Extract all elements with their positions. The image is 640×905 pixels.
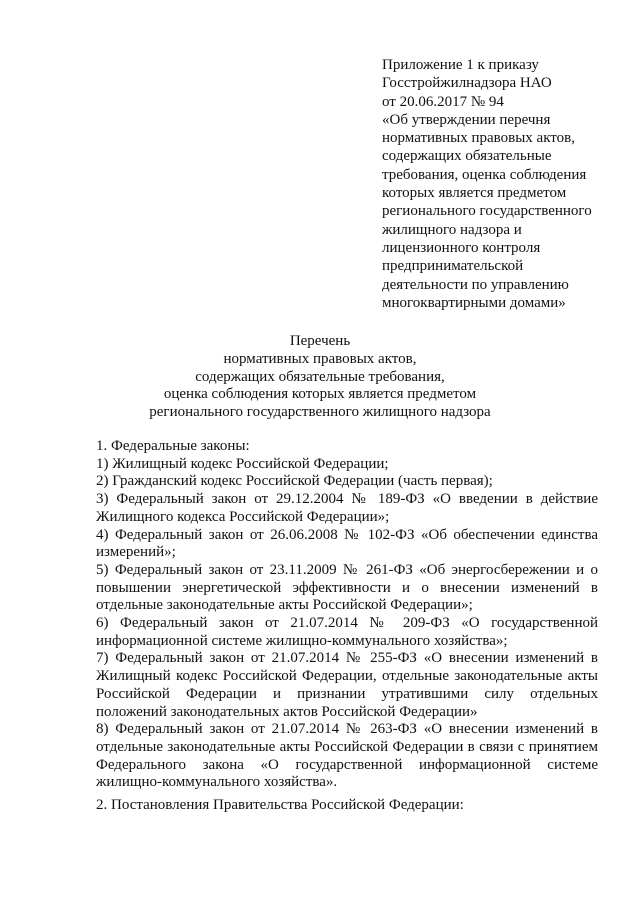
appendix-line: регионального государственного: [382, 203, 592, 220]
list-item: 5) Федеральный закон от 23.11.2009 № 261-ФЗ «Об энергосбережении и о: [96, 561, 598, 578]
appendix-line: от 20.06.2017 № 94: [382, 93, 504, 110]
appendix-line: лицензионного контроля: [382, 239, 541, 256]
list-item-continuation: положений законодательных актов Российской Федерации»: [96, 703, 478, 720]
title-line: Перечень: [289, 333, 351, 349]
section-heading-government-resolutions: 2. Постановления Правительства Российской Федерации:: [96, 797, 464, 813]
list-item: 4) Федеральный закон от 26.06.2008 № 102-ФЗ «Об обеспечении единства: [96, 526, 598, 543]
list-item: 7) Федеральный закон от 21.07.2014 № 255-ФЗ «О внесении изменений в: [96, 650, 598, 667]
appendix-line: требования, оценка соблюдения: [382, 166, 587, 183]
title-line: регионального государственного жилищного надзора: [149, 404, 491, 421]
list-item-continuation: Жилищного кодекса Российской Федерации»;: [96, 508, 390, 525]
appendix-line: многоквартирными домами»: [382, 294, 566, 311]
appendix-line: содержащих обязательные: [382, 148, 552, 165]
section-heading-federal-laws: 1. Федеральные законы:: [96, 438, 250, 454]
list-item-continuation: измерений»;: [96, 544, 176, 561]
appendix-line: жилищного надзора и: [382, 221, 522, 238]
list-item-continuation: Жилищный кодекс Российской Федерации, отдельные законодательные акты: [96, 668, 598, 685]
appendix-header: [382, 56, 622, 312]
list-item-continuation: Российской Федерации и признании утратившими силу отдельных: [96, 685, 598, 702]
document-title: [95, 333, 545, 422]
appendix-line: «Об утверждении перечня: [382, 111, 551, 128]
appendix-line: деятельности по управлению: [382, 276, 569, 293]
appendix-line: нормативных правовых актов,: [382, 130, 575, 147]
appendix-line: предпринимательской: [382, 258, 524, 275]
list-item: 6) Федеральный закон от 21.07.2014 № 209-ФЗ «О государственной: [96, 615, 598, 632]
list-item-continuation: жилищно-коммунального хозяйства».: [96, 774, 338, 791]
list-item-continuation: отдельные законодательные акты Российской Федерации»;: [96, 597, 473, 614]
list-item: 3) Федеральный закон от 29.12.2004 № 189-ФЗ «О введении в действие: [96, 491, 598, 508]
list-item-continuation: повышении энергетической эффективности и о внесении изменений в: [96, 579, 598, 596]
list-item: 1) Жилищный кодекс Российской Федерации;: [96, 455, 389, 472]
appendix-line: Приложение 1 к приказу: [382, 57, 539, 73]
list-item-continuation: информационной системе жилищно-коммунального хозяйства»;: [96, 632, 508, 649]
list-item: 8) Федеральный закон от 21.07.2014 № 263-ФЗ «О внесении изменений в: [96, 721, 598, 738]
appendix-line: которых является предметом: [382, 185, 567, 202]
title-line: нормативных правовых актов,: [223, 350, 417, 367]
title-line: оценка соблюдения которых является предметом: [163, 386, 477, 403]
list-item-continuation: Федерального закона «О государственной информационной системе: [96, 756, 598, 773]
appendix-line: Госстройжилнадзора НАО: [382, 75, 552, 92]
document-body: [96, 438, 598, 792]
list-item-continuation: отдельные законодательные акты Российской Федерации в связи с принятием: [96, 738, 598, 755]
list-item: 2) Гражданский кодекс Российской Федерации (часть первая);: [96, 473, 493, 490]
title-line: содержащих обязательные требования,: [195, 368, 445, 385]
